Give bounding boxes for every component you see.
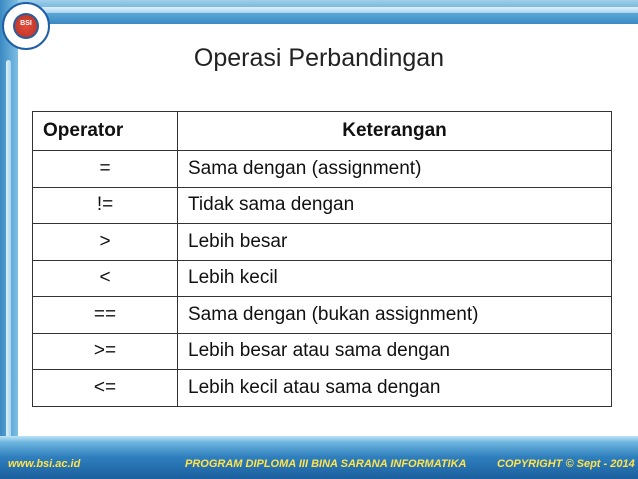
logo-text: BSI: [20, 20, 32, 27]
footer-stripe: [0, 436, 638, 442]
top-frame-bar: [0, 0, 638, 24]
header-keterangan: Keterangan: [178, 112, 612, 151]
keterangan-cell: Lebih kecil atau sama dengan: [178, 370, 612, 407]
header-operator: Operator: [33, 112, 178, 151]
footer-copyright: COPYRIGHT © Sept - 2014: [497, 458, 635, 470]
table-row: [33, 224, 612, 261]
operator-cell: <=: [33, 370, 178, 407]
operator-cell: >: [33, 224, 178, 261]
keterangan-cell: Sama dengan (assignment): [178, 151, 612, 188]
table-row: [33, 260, 612, 297]
table-row: [33, 151, 612, 188]
operator-cell: =: [33, 151, 178, 188]
bsi-logo-icon: [2, 2, 50, 50]
footer-banner: [0, 442, 638, 479]
keterangan-cell: Lebih besar atau sama dengan: [178, 333, 612, 370]
footer-program-text: PROGRAM DIPLOMA III BINA SARANA INFORMATIKA: [185, 458, 467, 470]
page-title: Operasi Perbandingan: [193, 44, 445, 72]
keterangan-cell: Lebih kecil: [178, 260, 612, 297]
table-row: [33, 187, 612, 224]
table-row: [33, 333, 612, 370]
keterangan-cell: Lebih besar: [178, 224, 612, 261]
footer-site-link[interactable]: www.bsi.ac.id: [8, 458, 81, 470]
operator-cell: <: [33, 260, 178, 297]
table-row: [33, 370, 612, 407]
keterangan-cell: Tidak sama dengan: [178, 187, 612, 224]
keterangan-cell: Sama dengan (bukan assignment): [178, 297, 612, 334]
operator-table: [32, 111, 612, 407]
operator-cell: !=: [33, 187, 178, 224]
top-frame-stripe: [40, 7, 638, 13]
left-frame-stripe: [6, 60, 11, 440]
table-header-row: [33, 112, 612, 151]
operator-cell: ==: [33, 297, 178, 334]
table-row: [33, 297, 612, 334]
operator-cell: >=: [33, 333, 178, 370]
